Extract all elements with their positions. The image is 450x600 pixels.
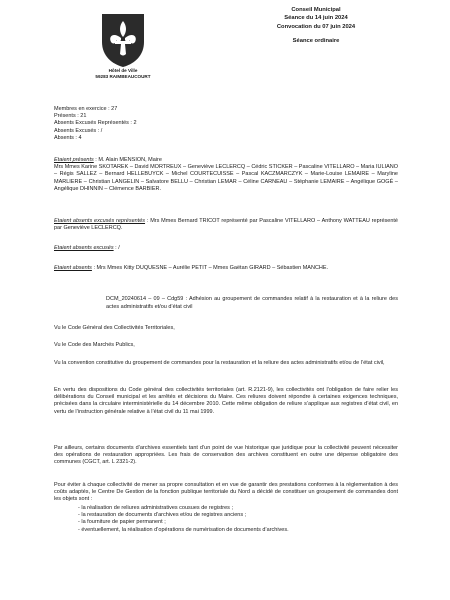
council-title: Conseil Municipal [291, 7, 341, 13]
objects-list [54, 505, 398, 534]
list-item: - éventuellement, la réalisation d’opérations de numérisation de documents d’archives. [78, 526, 289, 533]
crest-caption-line1: Hôtel de Ville [108, 68, 138, 73]
present-label: Etaient présents [54, 157, 94, 163]
deliberation-title: DCM_20240614 – 09 – Cdg59 : Adhésion au groupement de commandes relatif à la restauration et à la reliure des actes administratifs et/ou d’état civil [106, 296, 398, 310]
count-members: Membres en exercice : 27 [54, 106, 118, 112]
represented-label: Etaient absents excusés représentés [54, 218, 146, 224]
count-present: Présents : 21 [54, 113, 87, 120]
excused-label: Etaient absents excusés [54, 245, 114, 251]
crest-caption [62, 68, 184, 80]
crest-caption-line2: 59283 RAIMBEAUCOURT [95, 74, 151, 79]
present-list: Mrs Mmes Karine SKOTAREK – David MORTREUX – Geneviève LECLERCQ – Cédric STICKER – Pascaline VITELLARO – Maria IULIANO – Régis SALLEZ – Bernard HELLEBUYCK – Michel COURTECUISSE – Pascal KACZMARCZYK – Marie-Louise LEMAIRE – Maryline MARLIERE – Christian LANGELIN – Salvatore BELLU – Christian LEMAR – Céline CARNEAU – Stéphanie LEMAIRE – Angélique GOGÉ – Angélique DHINNIN – Clémence BARBIER. [54, 164, 398, 192]
list-item: - la fourniture de papier permanent ; [78, 519, 166, 526]
represented-text: : Mrs Mmes Bernard TRICOT représenté par Pascaline VITELLARO – Anthony WATTEAU représenté par Geneviève LECLERCQ. [54, 218, 398, 232]
paragraph-archives: Par ailleurs, certains documents d’archives essentiels tant d’un point de vue historique que juridique pour la collectivité peuvent nécessiter des opérations de restauration appropriées. Les frais de conservation des archives constituent en outre une dépense obligatoire des communes (CGCT, art. L 2321-2). [54, 445, 398, 466]
paragraph-convention: Vu la convention constitutive du groupement de commandes pour la restauration et la reliure des actes administratifs et/ou de l’état civil, [54, 360, 385, 366]
count-absent: Absents : 4 [54, 134, 82, 141]
fleur-de-lis-shield-icon [100, 12, 146, 68]
present-mayor: : M. Alain MENSION, Maire [93, 157, 162, 163]
absent-section [54, 265, 398, 272]
session-header [236, 6, 396, 46]
present-section [54, 157, 398, 193]
convocation-date: Convocation du 07 juin 2024 [276, 23, 356, 30]
attendance-counts [54, 106, 398, 142]
paragraph-cmp: Vu le Code des Marchés Publics, [54, 342, 135, 348]
paragraph-groupement: Pour éviter à chaque collectivité de mener sa propre consultation et en vue de garantir des prestations conformes à la réglementation à des coûts adaptés, le Centre De Gestion de la fonction publique territoriale du Nord a décidé de constituer un groupement de commandes dont les objets sont : [54, 482, 398, 503]
excused-text: : / [113, 245, 120, 251]
paragraph-obligation: En vertu des dispositions du Code général des collectivités territoriales (art. R.2121-9), les collectivités ont l’obligation de faire relier les délibérations du Conseil municipal et les arrêtés et décisions du Maire. Ces reliures doivent répondre à certaines exigences techniques, précisées dans la circulaire interministérielle du 14 décembre 2010. Cette même obligation de reliure s’applique aux registres d’état civil, en vertu de l’instruction générale relative à l’état civil du 11 mai 1999. [54, 387, 398, 415]
represented-section [54, 218, 398, 232]
paragraph-cgct: Vu le Code Général des Collectivités Territoriales, [54, 325, 175, 331]
absent-label: Etaient absents [54, 265, 92, 271]
count-excused: Absents Excusés : / [54, 127, 103, 134]
session-date: Séance du 14 juin 2024 [284, 15, 348, 22]
count-excused-represented: Absents Excusés Représentés : 2 [54, 120, 137, 127]
list-item: - la réalisation de reliures administratives cousues de registres ; [78, 505, 233, 511]
absent-text: : Mrs Mmes Kitty DUQUESNE – Aurélie PETIT – Mmes Gaëtan GIRARD – Sébastien MANCHE. [91, 265, 329, 271]
excused-section [54, 245, 398, 252]
session-type: Séance ordinaire [292, 38, 340, 45]
list-item: - la restauration de documents d’archives et/ou de registres anciens ; [78, 512, 247, 519]
